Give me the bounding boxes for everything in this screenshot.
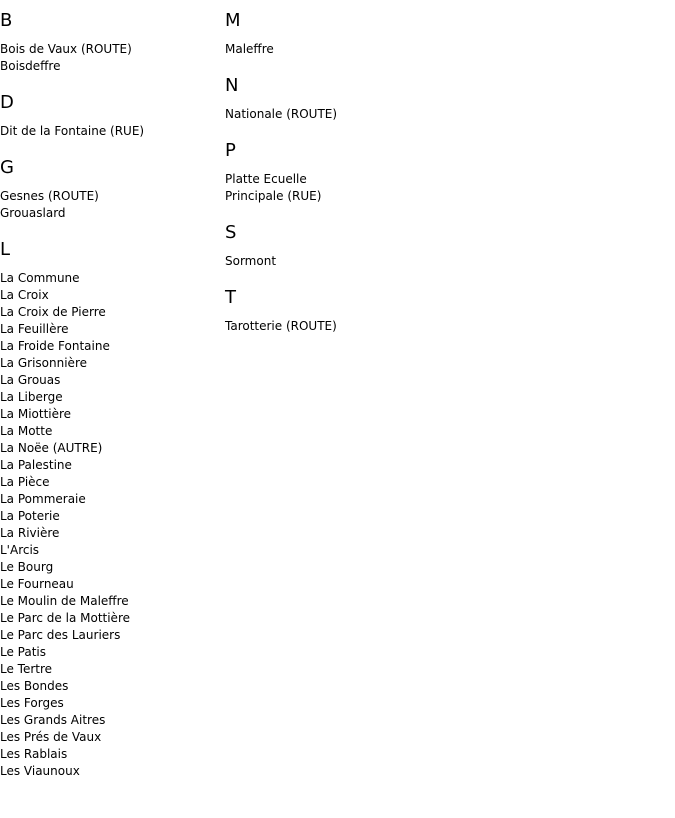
street-link[interactable]: La Poterie (0, 509, 60, 523)
street-list (225, 318, 445, 335)
street-link[interactable]: Tarotterie (ROUTE) (225, 319, 337, 333)
letter-heading: N (225, 75, 239, 96)
street-link[interactable]: Bois de Vaux (ROUTE) (0, 42, 132, 56)
letter-heading: T (225, 287, 236, 308)
street-link[interactable]: Dit de la Fontaine (RUE) (0, 124, 145, 138)
street-list (0, 188, 220, 222)
letter-heading: B (0, 10, 13, 31)
letter-group-p (225, 140, 445, 205)
letter-heading: G (0, 157, 14, 178)
street-link[interactable]: La Grouas (0, 373, 61, 387)
street-link[interactable]: Nationale (ROUTE) (225, 107, 338, 121)
street-list (0, 270, 220, 780)
street-list (225, 41, 445, 58)
street-link[interactable]: Principale (RUE) (225, 189, 322, 203)
street-link[interactable]: Les Prés de Vaux (0, 730, 102, 744)
letter-group-l (0, 239, 220, 780)
street-link[interactable]: La Pommeraie (0, 492, 86, 506)
street-link[interactable]: La Commune (0, 271, 80, 285)
street-link[interactable]: Sormont (225, 254, 277, 268)
street-link[interactable]: L'Arcis (0, 543, 40, 557)
street-link[interactable]: Le Parc des Lauriers (0, 628, 121, 642)
street-list (225, 106, 445, 123)
street-link[interactable]: Le Patis (0, 645, 47, 659)
street-link[interactable]: Maleffre (225, 42, 274, 56)
street-link[interactable]: Le Fourneau (0, 577, 74, 591)
street-link[interactable]: La Croix (0, 288, 49, 302)
letter-group-m (225, 10, 445, 58)
street-list (0, 123, 220, 140)
letter-group-s (225, 222, 445, 270)
street-link[interactable]: La Liberge (0, 390, 63, 404)
right-column (225, 10, 445, 352)
letter-group-g (0, 157, 220, 222)
street-link[interactable]: La Rivière (0, 526, 60, 540)
street-list (225, 171, 445, 205)
street-link[interactable]: Les Viaunoux (0, 764, 80, 778)
street-link[interactable]: La Croix de Pierre (0, 305, 106, 319)
letter-heading: M (225, 10, 241, 31)
street-link[interactable]: Le Moulin de Maleffre (0, 594, 129, 608)
left-column (0, 10, 220, 797)
letter-group-b (0, 10, 220, 75)
street-link[interactable]: Gesnes (ROUTE) (0, 189, 99, 203)
letter-group-t (225, 287, 445, 335)
street-link[interactable]: Grouaslard (0, 206, 66, 220)
letter-heading: D (0, 92, 14, 113)
street-link[interactable]: Le Bourg (0, 560, 54, 574)
street-link[interactable]: La Grisonnière (0, 356, 87, 370)
letter-heading: P (225, 140, 236, 161)
letter-group-n (225, 75, 445, 123)
letter-heading: L (0, 239, 11, 260)
street-link[interactable]: Platte Ecuelle (225, 172, 307, 186)
street-list (0, 41, 220, 75)
street-link[interactable]: La Feuillère (0, 322, 69, 336)
street-link[interactable]: La Motte (0, 424, 53, 438)
street-link[interactable]: La Miottière (0, 407, 72, 421)
street-link[interactable]: La Noëe (AUTRE) (0, 441, 103, 455)
street-link[interactable]: Boisdeffre (0, 59, 61, 73)
street-link[interactable]: Les Bondes (0, 679, 69, 693)
street-link[interactable]: Le Tertre (0, 662, 53, 676)
street-link[interactable]: La Froide Fontaine (0, 339, 110, 353)
letter-heading: S (225, 222, 237, 243)
street-link[interactable]: Le Parc de la Mottière (0, 611, 130, 625)
street-link[interactable]: Les Grands Aitres (0, 713, 106, 727)
street-link[interactable]: La Pièce (0, 475, 50, 489)
street-link[interactable]: Les Forges (0, 696, 64, 710)
letter-group-d (0, 92, 220, 140)
street-link[interactable]: Les Rablais (0, 747, 68, 761)
street-list (225, 253, 445, 270)
street-link[interactable]: La Palestine (0, 458, 72, 472)
